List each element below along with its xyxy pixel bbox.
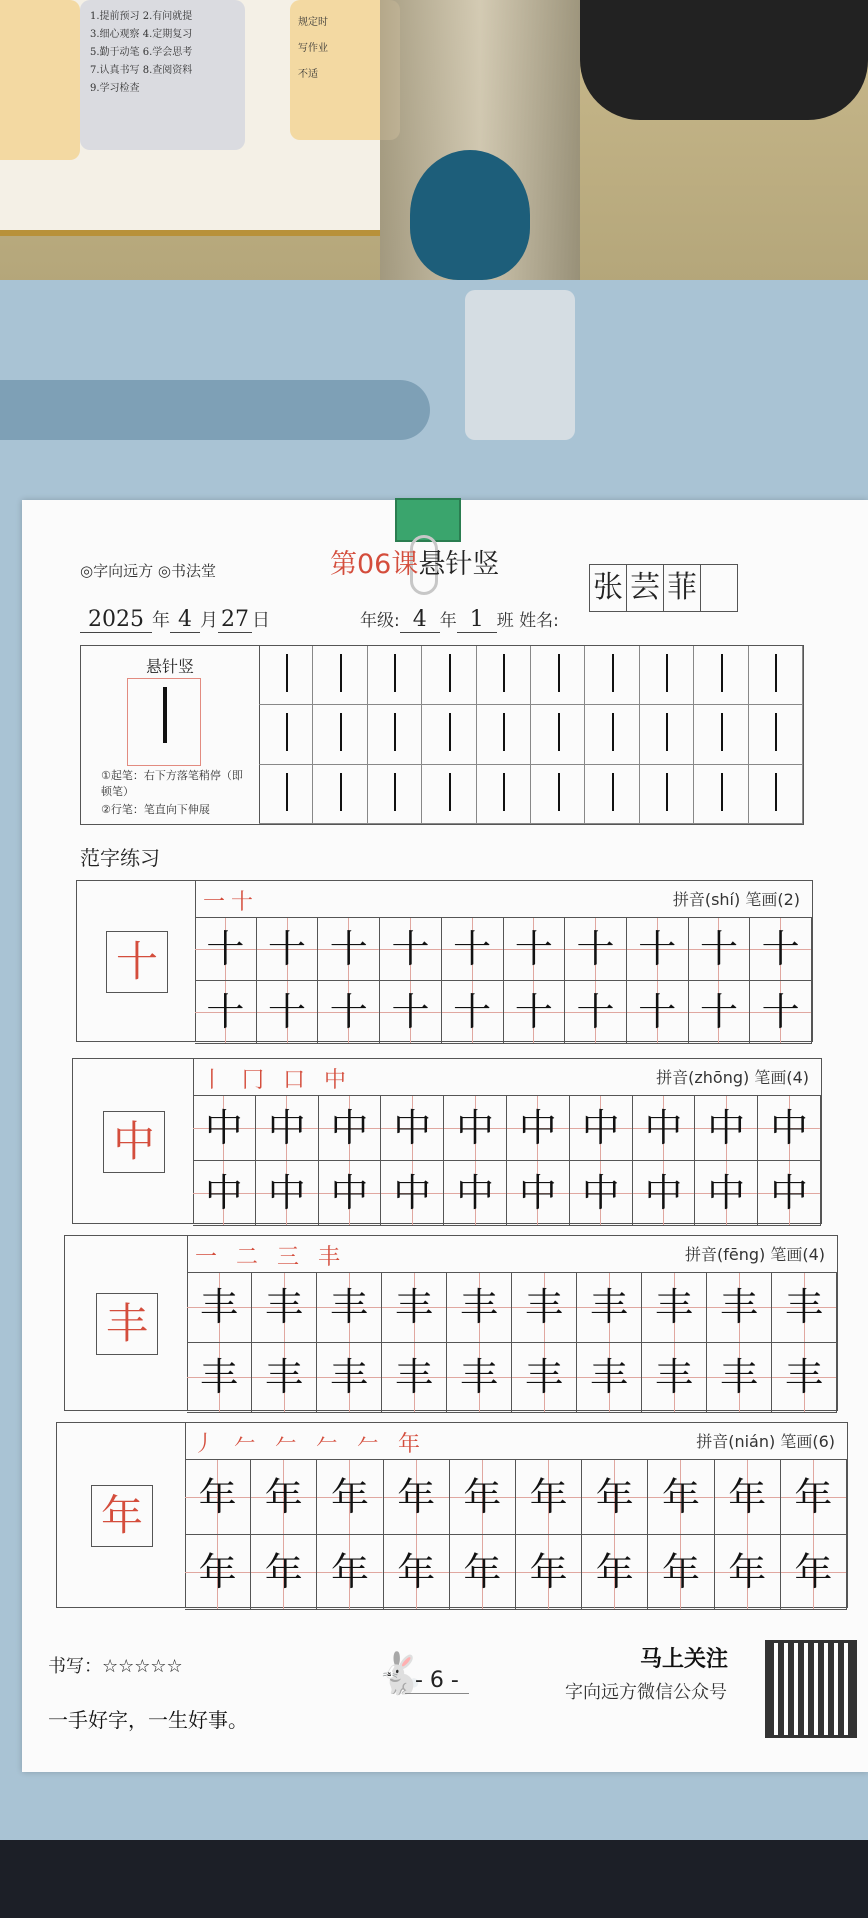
class-label: 年 — [439, 611, 457, 631]
stroke-cell — [477, 705, 531, 764]
practice-grid — [193, 1095, 821, 1224]
stroke-cell — [531, 765, 585, 824]
name-char: 张 — [589, 564, 627, 612]
day-suffix: 日 — [252, 610, 270, 631]
grade-label: 年级: — [360, 611, 400, 631]
pinyin-strokes: 拼音(nián) 笔画(6) — [696, 1432, 835, 1451]
practice-cell: 十 — [380, 918, 442, 981]
stroke-cell — [531, 646, 585, 705]
practice-cell: 中 — [758, 1096, 821, 1161]
practice-cell: 十 — [442, 981, 504, 1044]
practice-cell: 丰 — [447, 1273, 512, 1343]
practice-cell: 中 — [256, 1096, 319, 1161]
practice-cell: 年 — [516, 1460, 582, 1535]
name-char: 芸 — [626, 564, 664, 612]
lesson-name: 悬针竖 — [418, 549, 500, 580]
note-line: 1.提前预习 2.有问就提 — [90, 11, 193, 22]
stroke-cell — [585, 705, 639, 764]
practice-cell: 中 — [381, 1161, 444, 1226]
stroke-cell — [477, 646, 531, 705]
pinyin-strokes: 拼音(zhōng) 笔画(4) — [656, 1068, 809, 1087]
note-line: 9.学习检查 — [90, 83, 140, 94]
class-value: 1 — [457, 607, 497, 633]
stroke-cell — [259, 765, 313, 824]
section-title: 范字练习 — [80, 846, 160, 870]
stroke-cell — [368, 705, 422, 764]
practice-cell: 丰 — [512, 1273, 577, 1343]
stroke-guide — [81, 646, 260, 824]
practice-cell: 十 — [750, 918, 812, 981]
stroke-cell — [585, 765, 639, 824]
practice-cell: 年 — [516, 1535, 582, 1610]
name-char: 菲 — [663, 564, 701, 612]
stroke-cell — [749, 705, 803, 764]
practice-cell: 年 — [317, 1535, 383, 1610]
date-month: 4 — [170, 607, 200, 633]
stroke-cell — [694, 765, 748, 824]
practice-cell: 丰 — [642, 1343, 707, 1413]
practice-cell: 丰 — [512, 1343, 577, 1413]
practice-cell: 丰 — [577, 1273, 642, 1343]
practice-cell: 丰 — [252, 1343, 317, 1413]
practice-cell: 丰 — [317, 1343, 382, 1413]
practice-cell: 中 — [507, 1096, 570, 1161]
dark-object — [580, 0, 868, 120]
practice-cell: 丰 — [707, 1273, 772, 1343]
practice-cell: 中 — [444, 1161, 507, 1226]
practice-cell: 丰 — [382, 1343, 447, 1413]
stroke-cell — [368, 765, 422, 824]
grade-value: 4 — [400, 607, 440, 633]
stroke-order: 一 二 三 丰 — [195, 1245, 346, 1270]
date-line — [80, 606, 270, 633]
practice-cell: 丰 — [447, 1343, 512, 1413]
practice-cell: 中 — [319, 1096, 382, 1161]
practice-cell: 中 — [570, 1161, 633, 1226]
practice-grid — [187, 1272, 837, 1411]
practice-cell: 年 — [781, 1535, 847, 1610]
practice-cell: 中 — [758, 1161, 821, 1226]
stroke-step-1: ①起笔：右下方落笔稍停（即顿笔） — [101, 769, 243, 798]
brand-logo: ◎字向远方 ◎书法堂 — [80, 562, 216, 580]
practice-cell: 中 — [633, 1096, 696, 1161]
practice-cell: 中 — [193, 1161, 256, 1226]
rabbit-icon: 🐇 — [375, 1651, 425, 1697]
month-suffix: 月 — [200, 610, 218, 631]
note-line: 7.认真书写 8.查阅资料 — [90, 65, 193, 76]
practice-cell: 十 — [195, 918, 257, 981]
practice-cell: 中 — [633, 1161, 696, 1226]
practice-cell: 年 — [450, 1460, 516, 1535]
practice-cell: 十 — [627, 918, 689, 981]
stroke-cell — [259, 646, 313, 705]
practice-cell: 丰 — [577, 1343, 642, 1413]
model-character: 中 — [103, 1111, 165, 1173]
stroke-diagram — [127, 678, 201, 766]
model-character: 丰 — [96, 1293, 158, 1355]
stroke-cell — [422, 646, 476, 705]
practice-cell: 年 — [185, 1535, 251, 1610]
stroke-cell — [531, 705, 585, 764]
stroke-order: 丿 𠂉 𠂉 𠂉 𠂉 年 — [193, 1432, 426, 1457]
practice-cell: 丰 — [642, 1273, 707, 1343]
practice-cell: 年 — [317, 1460, 383, 1535]
practice-cell: 年 — [715, 1460, 781, 1535]
character-block — [72, 1058, 822, 1224]
model-character: 十 — [106, 931, 168, 993]
stroke-cell — [694, 705, 748, 764]
practice-cell: 中 — [381, 1096, 444, 1161]
stroke-cell — [477, 765, 531, 824]
practice-cell: 丰 — [252, 1273, 317, 1343]
pinyin-strokes: 拼音(shí) 笔画(2) — [672, 890, 800, 909]
practice-cell: 中 — [319, 1161, 382, 1226]
practice-cell: 丰 — [187, 1273, 252, 1343]
name-label: 班 姓名: — [496, 611, 559, 631]
stroke-cell — [585, 646, 639, 705]
grade-line — [360, 606, 559, 633]
stroke-order: 一十 — [203, 890, 260, 915]
practice-cell: 丰 — [707, 1343, 772, 1413]
practice-cell: 年 — [582, 1535, 648, 1610]
practice-cell: 十 — [442, 918, 504, 981]
note-middle — [80, 0, 245, 150]
note-line: 规定时 — [298, 17, 328, 28]
follow-text: 马上关注 — [640, 1647, 729, 1672]
character-block — [76, 880, 813, 1042]
practice-cell: 中 — [507, 1161, 570, 1226]
stroke-step-2: ②行笔：笔直向下伸展 — [101, 803, 210, 816]
qr-code-icon[interactable] — [765, 1640, 857, 1738]
practice-cell: 年 — [384, 1535, 450, 1610]
practice-cell: 十 — [689, 918, 751, 981]
practice-cell: 十 — [257, 981, 319, 1044]
practice-cell: 年 — [251, 1535, 317, 1610]
page-number: - 6 - — [405, 1668, 469, 1694]
practice-cell: 年 — [450, 1535, 516, 1610]
practice-cell: 十 — [195, 981, 257, 1044]
stroke-cell — [313, 646, 367, 705]
name-boxes — [590, 564, 738, 612]
stroke-practice-box — [80, 645, 804, 825]
practice-cell: 中 — [695, 1096, 758, 1161]
practice-cell: 中 — [256, 1161, 319, 1226]
practice-cell: 十 — [689, 981, 751, 1044]
practice-cell: 丰 — [382, 1273, 447, 1343]
date-day: 27 — [218, 607, 252, 633]
model-cell — [65, 1236, 188, 1410]
stroke-cell — [259, 705, 313, 764]
practice-cell: 十 — [504, 981, 566, 1044]
model-cell — [77, 881, 196, 1041]
model-cell — [57, 1423, 186, 1607]
practice-cell: 年 — [251, 1460, 317, 1535]
practice-cell: 中 — [444, 1096, 507, 1161]
date-year: 2025 — [80, 607, 152, 633]
note-line: 3.细心观察 4.定期复习 — [90, 29, 193, 40]
tray-slot — [0, 380, 430, 440]
stroke-cell — [640, 705, 694, 764]
stroke-cell — [749, 765, 803, 824]
stroke-order: 丨 冂 口 中 — [201, 1068, 352, 1093]
tray-clip-holder — [465, 290, 575, 440]
practice-cell: 年 — [648, 1535, 714, 1610]
practice-grid — [185, 1459, 847, 1608]
practice-cell: 丰 — [317, 1273, 382, 1343]
practice-cell: 中 — [193, 1096, 256, 1161]
stroke-title: 悬针竖 — [145, 657, 194, 676]
stroke-cell — [313, 765, 367, 824]
practice-cell: 十 — [504, 918, 566, 981]
practice-grid — [195, 917, 812, 1042]
stroke-cell — [422, 765, 476, 824]
practice-cell: 丰 — [187, 1343, 252, 1413]
stroke-cell — [368, 646, 422, 705]
note-left — [0, 0, 80, 160]
practice-cell: 年 — [384, 1460, 450, 1535]
practice-cell: 丰 — [772, 1343, 837, 1413]
practice-cell: 十 — [318, 918, 380, 981]
practice-cell: 年 — [582, 1460, 648, 1535]
year-suffix: 年 — [152, 610, 170, 631]
practice-cell: 年 — [715, 1535, 781, 1610]
practice-cell: 中 — [570, 1096, 633, 1161]
practice-cell: 年 — [781, 1460, 847, 1535]
pinyin-strokes: 拼音(fēng) 笔画(4) — [684, 1245, 825, 1264]
practice-cell: 中 — [695, 1161, 758, 1226]
note-line: 不适 — [298, 69, 318, 80]
character-block — [64, 1235, 838, 1411]
practice-cell: 十 — [380, 981, 442, 1044]
lesson-title — [330, 542, 499, 581]
practice-cell: 十 — [565, 918, 627, 981]
stroke-grid — [259, 646, 803, 824]
practice-cell: 十 — [565, 981, 627, 1044]
stroke-cell — [640, 646, 694, 705]
hourglass-sand — [410, 150, 530, 280]
note-line: 写作业 — [298, 43, 328, 54]
character-block — [56, 1422, 848, 1608]
writing-rating: 书写：☆☆☆☆☆ — [48, 1656, 183, 1677]
practice-cell: 十 — [257, 918, 319, 981]
practice-cell: 年 — [185, 1460, 251, 1535]
practice-cell: 丰 — [772, 1273, 837, 1343]
practice-cell: 十 — [318, 981, 380, 1044]
floor — [0, 1840, 868, 1918]
note-line: 5.勤于动笔 6.学会思考 — [90, 47, 193, 58]
practice-cell: 十 — [750, 981, 812, 1044]
name-char — [700, 564, 738, 612]
stroke-cell — [313, 705, 367, 764]
notice-board — [0, 0, 380, 236]
model-character: 年 — [91, 1485, 153, 1547]
model-cell — [73, 1059, 194, 1223]
practice-cell: 年 — [648, 1460, 714, 1535]
practice-cell: 十 — [627, 981, 689, 1044]
stroke-cell — [640, 765, 694, 824]
wechat-text: 字向远方微信公众号 — [565, 1682, 727, 1703]
stroke-cell — [749, 646, 803, 705]
stroke-cell — [694, 646, 748, 705]
slogan: 一手好字，一生好事。 — [48, 1708, 248, 1732]
stroke-cell — [422, 705, 476, 764]
lesson-number: 第06课 — [330, 549, 419, 580]
